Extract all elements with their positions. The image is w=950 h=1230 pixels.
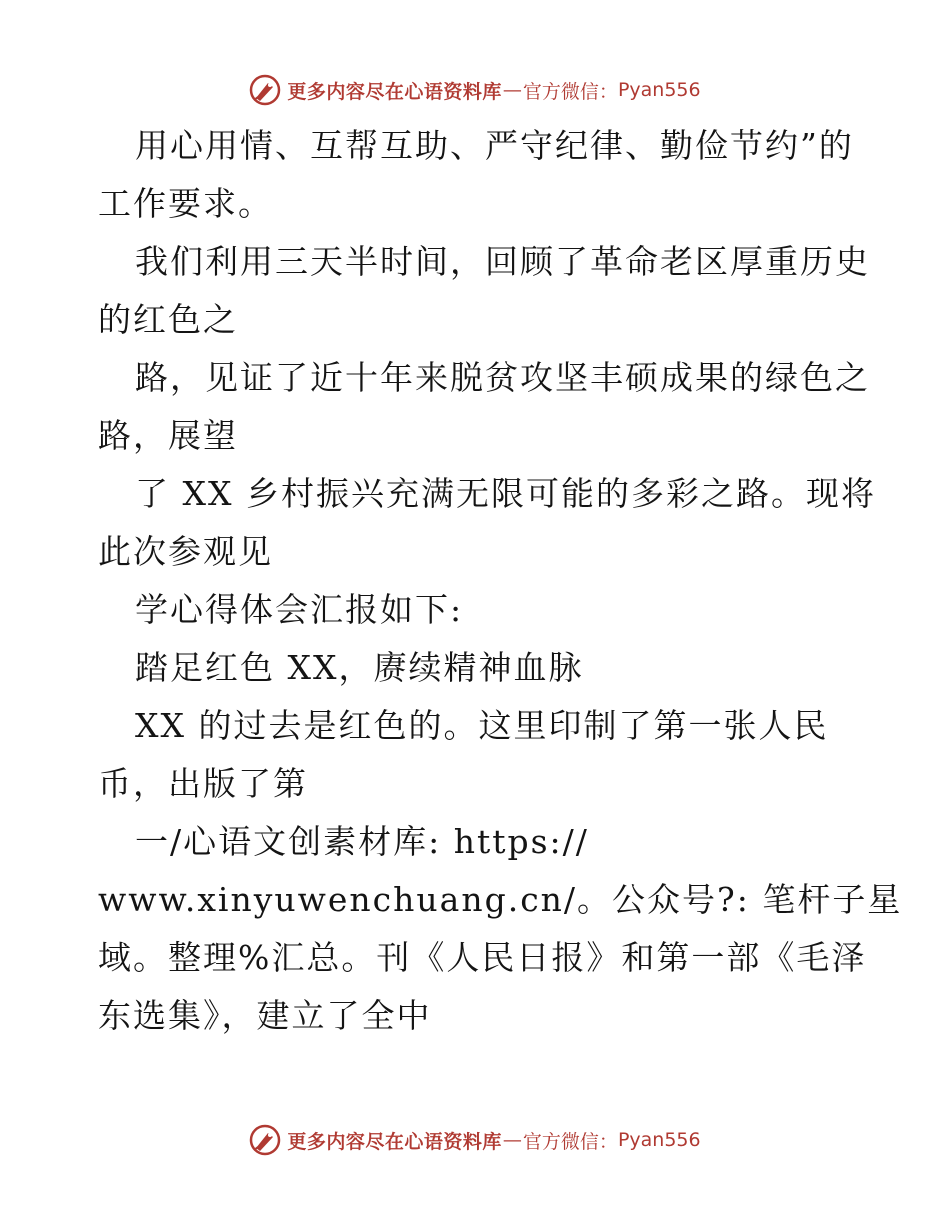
- body-line-8: 此次参观见: [98, 532, 273, 571]
- header-banner-wechat-id: Pyan556: [617, 79, 701, 101]
- footer-banner: [0, 1120, 950, 1160]
- body-line-4: 的红色之: [98, 300, 238, 339]
- header-banner-text: 更多内容尽在心语资料库: [287, 80, 502, 103]
- pen-nib-logo-icon: [249, 1124, 281, 1156]
- body-line-16: 东选集》，建立了全中: [98, 996, 432, 1035]
- pen-nib-logo-icon: [249, 74, 281, 106]
- section-heading: 踏足红色 XX，赓续精神血脉: [135, 648, 584, 687]
- header-banner-official-label: 官方微信：: [522, 80, 618, 103]
- header-banner-separator: —: [502, 79, 522, 101]
- footer-banner-separator: —: [502, 1129, 522, 1151]
- body-line-9: 学心得体会汇报如下:: [135, 590, 464, 629]
- body-line-15: 域。整理%汇总。刊《人民日报》和第一部《毛泽: [98, 938, 867, 977]
- footer-banner-official-label: 官方微信：: [522, 1130, 618, 1153]
- body-line-7: 了 XX 乡村振兴充满无限可能的多彩之路。现将: [135, 474, 876, 513]
- header-banner: [0, 70, 950, 110]
- body-line-14: www.xinyuwenchuang.cn/。公众号?: 笔杆子星: [98, 880, 903, 919]
- footer-banner-text: 更多内容尽在心语资料库: [287, 1130, 502, 1153]
- body-line-3: 我们利用三天半时间，回顾了革命老区厚重历史: [135, 242, 870, 281]
- body-line-1: 用心用情、互帮互助、严守纪律、勤俭节约”的: [135, 126, 854, 165]
- body-line-11: XX 的过去是红色的。这里印制了第一张人民: [135, 706, 829, 745]
- body-line-6: 路，展望: [98, 416, 238, 455]
- body-line-13: 一/心语文创素材库: https://: [135, 822, 589, 861]
- body-line-2: 工作要求。: [98, 184, 273, 223]
- body-line-5: 路，见证了近十年来脱贫攻坚丰硕成果的绿色之: [135, 358, 870, 397]
- footer-banner-wechat-id: Pyan556: [617, 1129, 701, 1151]
- body-line-12: 币，出版了第: [98, 764, 308, 803]
